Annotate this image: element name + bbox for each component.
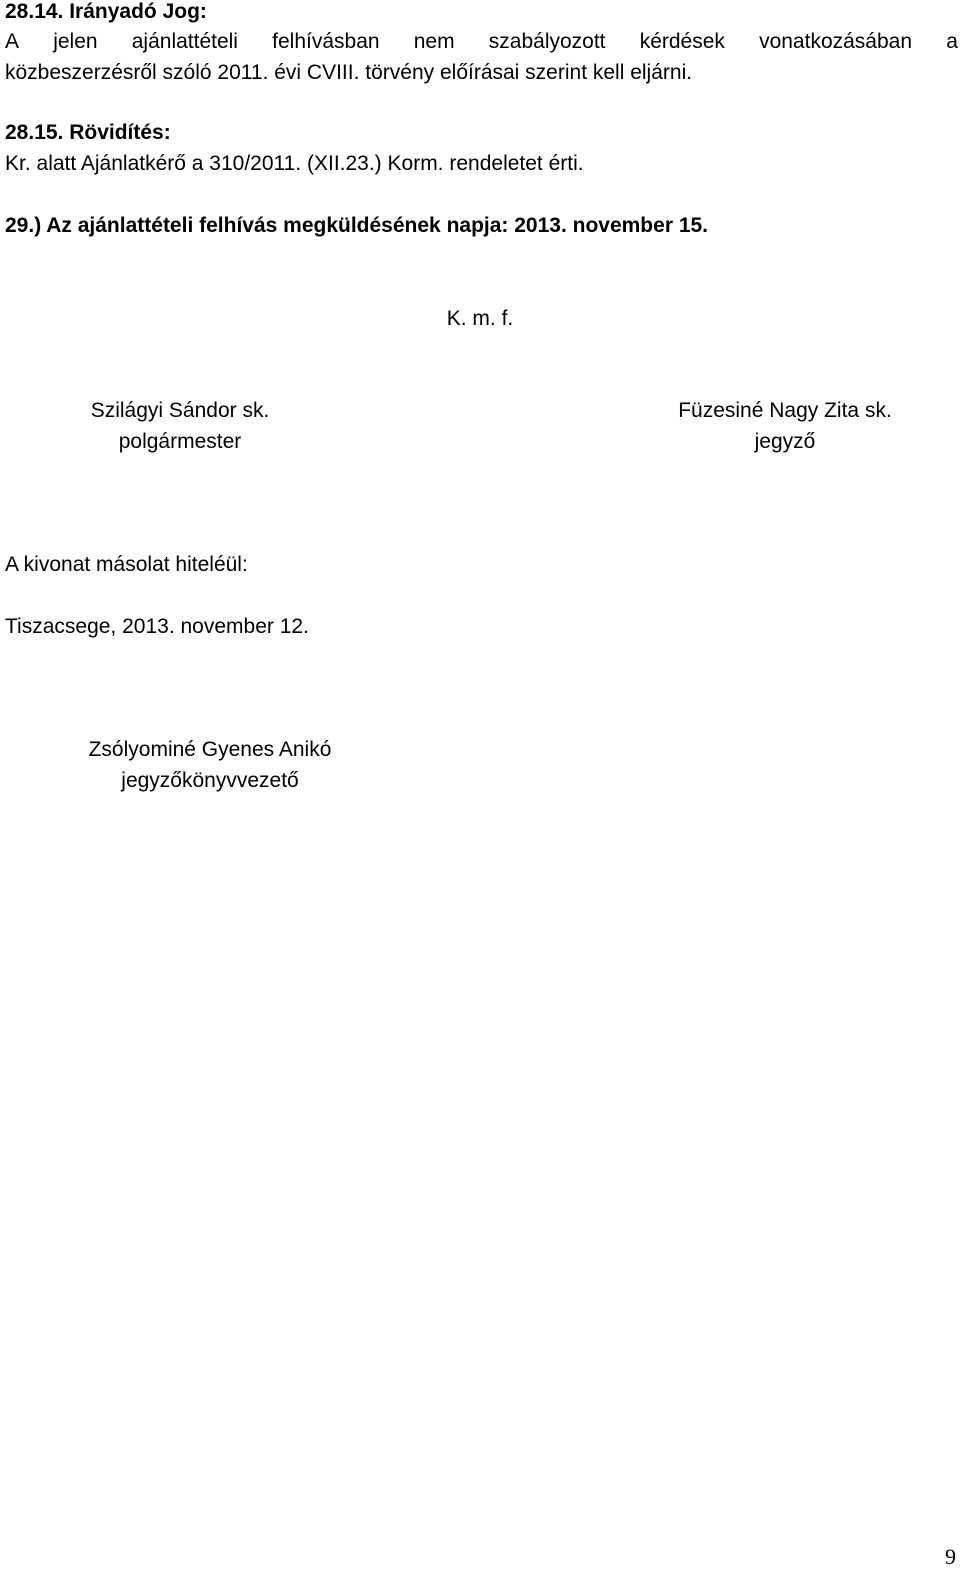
kmf-label: K. m. f.: [446, 307, 514, 330]
signature-right: [655, 395, 915, 457]
certification-label: A kivonat másolat hiteléül:: [5, 553, 248, 576]
signature-left: [60, 395, 300, 457]
page-number: 9: [945, 1544, 956, 1569]
word: felhívásban: [272, 30, 380, 53]
recorder-block: [60, 734, 360, 796]
word: jelen: [53, 30, 98, 53]
word: ajánlattételi: [131, 30, 238, 53]
certification-place-date: Tiszacsege, 2013. november 12.: [5, 615, 309, 638]
signature-left-title: polgármester: [118, 430, 242, 453]
section-28-14-line-1: [5, 26, 958, 57]
section-28-14-line-2: közbeszerzésről szóló 2011. évi CVIII. törvény előírásai szerint kell eljárni.: [5, 61, 693, 84]
word: kérdések: [639, 30, 725, 53]
word: szabályozott: [488, 30, 606, 53]
recorder-name: Zsólyominé Gyenes Anikó: [88, 738, 332, 761]
word: a: [946, 30, 958, 53]
signature-right-title: jegyző: [754, 430, 816, 453]
word: vonatkozásában: [759, 30, 913, 53]
section-28-14-heading: 28.14. Irányadó Jog:: [5, 0, 207, 23]
recorder-title: jegyzőkönyvvezető: [121, 769, 299, 792]
word: A: [5, 30, 20, 53]
section-28-15-text: Kr. alatt Ajánlatkérő a 310/2011. (XII.23.) Korm. rendeletet érti.: [5, 152, 584, 175]
signature-left-name: Szilágyi Sándor sk.: [90, 399, 270, 422]
signature-right-name: Füzesiné Nagy Zita sk.: [678, 399, 892, 422]
word: nem: [413, 30, 455, 53]
section-28-15-heading: 28.15. Rövidítés:: [5, 121, 171, 144]
section-29-text: 29.) Az ajánlattételi felhívás megküldésének napja: 2013. november 15.: [5, 214, 709, 237]
